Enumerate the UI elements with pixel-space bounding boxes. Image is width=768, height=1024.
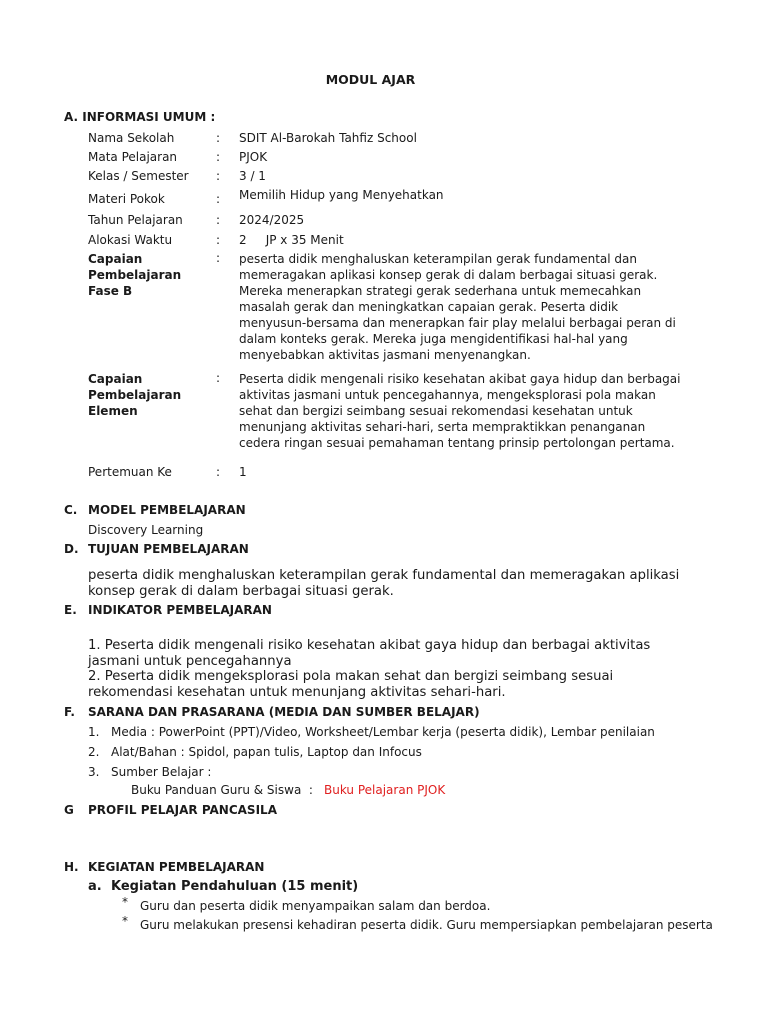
section-h-letter: H. — [64, 860, 79, 874]
section-g-letter: G — [64, 803, 74, 817]
bullet-item: Guru dan peserta didik menyampaikan salam dan berdoa. — [140, 899, 491, 913]
capaian-elemen-label-line: Elemen — [88, 404, 138, 418]
info-value-tahun-pelajaran: 2024/2025 — [239, 213, 305, 227]
list-item: Media : PowerPoint (PPT)/Video, Worksheet/Lembar kerja (peserta didik), Lembar penilaian — [111, 725, 655, 739]
capaian-fase-label-line: Pembelajaran — [88, 268, 182, 282]
info-label-alokasi-waktu: Alokasi Waktu — [88, 233, 173, 247]
info-colon: : — [216, 233, 221, 247]
info-colon: : — [216, 213, 221, 227]
section-a-heading: A. INFORMASI UMUM : — [64, 110, 216, 124]
section-e-item: 1. Peserta didik mengenali risiko kesehatan akibat gaya hidup dan berbagai aktivitas jasmani untuk pencegahannya — [88, 638, 651, 669]
section-e-letter: E. — [64, 603, 77, 617]
section-c-title: MODEL PEMBELAJARAN — [88, 503, 246, 517]
section-d-text: peserta didik menghaluskan keterampilan gerak fundamental dan memeragakan aplikasi konsep gerak di dalam berbagai situasi gerak. — [88, 568, 680, 599]
list-number: 2. — [88, 745, 100, 759]
section-h-sub-letter: a. — [88, 879, 102, 894]
section-h-sub-title: Kegiatan Pendahuluan (15 menit) — [111, 879, 359, 894]
section-c-text: Discovery Learning — [88, 523, 204, 537]
capaian-fase-label — [88, 251, 181, 299]
info-colon: : — [216, 192, 221, 206]
capaian-fase-text: peserta didik menghaluskan keterampilan gerak fundamental dan memeragakan aplikasi konsep gerak di dalam berbagai situasi gerak. Mereka menerapkan strategi gerak sederhana untuk memecahkan masalah gerak dan meningkatkan capaian gerak. Peserta didik menyusun-bersama dan menerapkan fair play melalui berbagai peran di dalam konteks gerak. Mereka juga mengidentifikasi hal-hal yang menyebabkan aktivitas jasmani menyenangkan. — [239, 252, 676, 362]
info-value-nama-sekolah: SDIT Al-Barokah Tahfiz School — [239, 131, 417, 145]
document-title: MODUL AJAR — [325, 72, 416, 87]
bullet-item: Guru melakukan presensi kehadiran peserta didik. Guru mempersiapkan pembelajaran peserta — [140, 918, 713, 932]
capaian-elemen-text: Peserta didik mengenali risiko kesehatan akibat gaya hidup dan berbagai aktivitas jasmani untuk pencegahannya, mengeksplorasi pola makan sehat dan bergizi seimbang sesuai rekomendasi kesehatan untuk menunjang aktivitas sehari-hari, serta mempraktikkan penanganan cedera ringan sesuai pemahaman tentang prinsip pertolongan pertama. — [239, 372, 681, 450]
bullet-marker: * — [122, 895, 128, 909]
info-value-alokasi-waktu: 2 JP x 35 Menit — [239, 233, 344, 247]
section-d-letter: D. — [64, 542, 79, 556]
info-colon: : — [216, 169, 221, 183]
section-c-letter: C. — [64, 503, 78, 517]
info-label-pertemuan: Pertemuan Ke — [88, 465, 172, 479]
section-e-item: 2. Peserta didik mengeksplorasi pola makan sehat dan bergizi seimbang sesuai rekomendasi kesehatan untuk menunjang aktivitas sehari-hari. — [88, 669, 614, 700]
section-f-title: SARANA DAN PRASARANA (MEDIA DAN SUMBER BELAJAR) — [88, 705, 480, 719]
info-label-mata-pelajaran: Mata Pelajaran — [88, 150, 178, 164]
info-label-tahun-pelajaran: Tahun Pelajaran — [88, 213, 183, 227]
info-colon: : — [216, 251, 221, 265]
section-h-title: KEGIATAN PEMBELAJARAN — [88, 860, 265, 874]
list-item: Alat/Bahan : Spidol, papan tulis, Laptop dan Infocus — [111, 745, 422, 759]
info-colon: : — [216, 371, 221, 385]
section-d-title: TUJUAN PEMBELAJARAN — [88, 542, 249, 556]
capaian-elemen-label — [88, 371, 181, 419]
info-value-materi-pokok: Memilih Hidup yang Menyehatkan — [239, 188, 444, 202]
section-f-letter: F. — [64, 705, 75, 719]
sumber-belajar-value: Buku Pelajaran PJOK — [324, 783, 446, 797]
section-g-title: PROFIL PELAJAR PANCASILA — [88, 803, 277, 817]
capaian-fase-label-line: Capaian — [88, 252, 143, 266]
list-item: Sumber Belajar : — [111, 765, 212, 779]
list-number: 1. — [88, 725, 100, 739]
sumber-belajar-label: Buku Panduan Guru & Siswa : — [131, 783, 313, 797]
info-label-nama-sekolah: Nama Sekolah — [88, 131, 175, 145]
section-e-title: INDIKATOR PEMBELAJARAN — [88, 603, 272, 617]
info-value-pertemuan: 1 — [239, 465, 247, 479]
info-value-kelas-semester: 3 / 1 — [239, 169, 266, 183]
info-label-kelas-semester: Kelas / Semester — [88, 169, 189, 183]
info-colon: : — [216, 465, 221, 479]
info-label-materi-pokok: Materi Pokok — [88, 192, 165, 206]
info-colon: : — [216, 131, 221, 145]
info-colon: : — [216, 150, 221, 164]
capaian-fase-label-line: Fase B — [88, 284, 133, 298]
list-number: 3. — [88, 765, 100, 779]
capaian-elemen-label-line: Capaian — [88, 372, 143, 386]
bullet-marker: * — [122, 914, 128, 928]
capaian-elemen-label-line: Pembelajaran — [88, 388, 182, 402]
info-value-mata-pelajaran: PJOK — [239, 150, 268, 164]
